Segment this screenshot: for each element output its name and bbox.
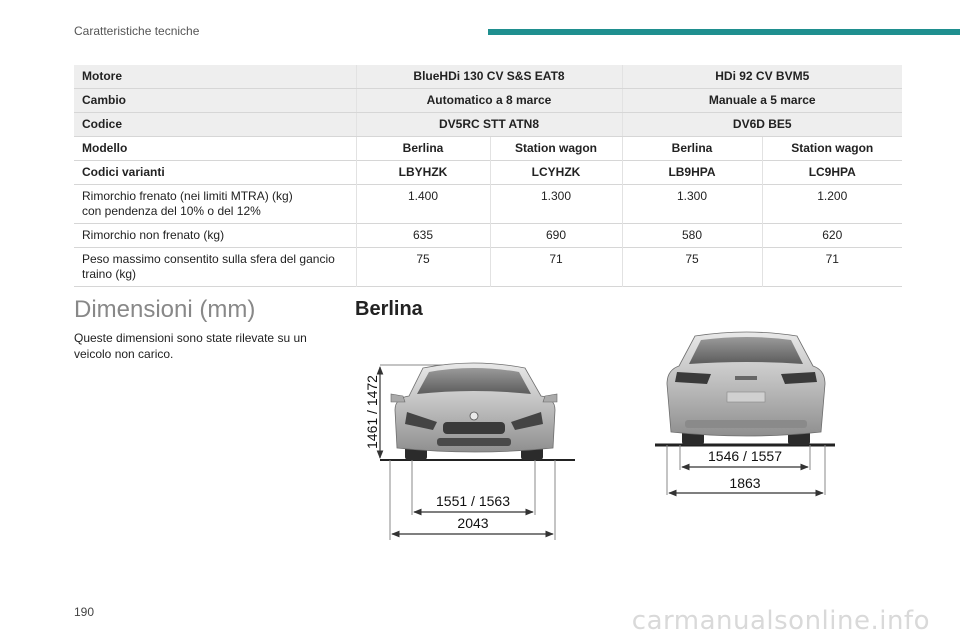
table-cell: Berlina [622, 137, 762, 161]
rear-view-car [655, 332, 835, 495]
table-cell: DV5RC STT ATN8 [356, 113, 622, 137]
table-cell: DV6D BE5 [622, 113, 902, 137]
table-cell: LBYHZK [356, 161, 490, 185]
dimensions-title: Dimensioni (mm) [74, 296, 256, 323]
rear-width-label: 1863 [729, 475, 761, 491]
watermark: carmanualsonline.info [631, 606, 930, 636]
table-cell: 635 [356, 224, 490, 248]
front-track-label: 1551 / 1563 [436, 493, 510, 509]
table-cell: 71 [762, 248, 902, 287]
table-cell: Berlina [356, 137, 490, 161]
table-row [74, 185, 902, 224]
section-color-bar [488, 29, 960, 35]
row-label: Peso massimo consentito sulla sfera del gancio traino (kg) [82, 252, 335, 281]
table-cell: 620 [762, 224, 902, 248]
row-label: Codici varianti [82, 165, 165, 179]
front-width-label: 2043 [457, 515, 489, 531]
table-row [74, 161, 902, 185]
table-cell: Manuale a 5 marce [622, 89, 902, 113]
table-cell: LCYHZK [490, 161, 622, 185]
table-cell: 1.300 [622, 185, 762, 224]
row-label: Rimorchio frenato (nei limiti MTRA) (kg) con pendenza del 10% o del 12% [82, 189, 293, 218]
berlina-subtitle: Berlina [355, 298, 423, 320]
table-cell: 1.400 [356, 185, 490, 224]
peugeot-lion-logo-icon [470, 412, 478, 420]
table-cell: Station wagon [762, 137, 902, 161]
table-cell: HDi 92 CV BVM5 [622, 65, 902, 89]
table-row [74, 224, 902, 248]
table-row [74, 89, 902, 113]
section-title: Caratteristiche tecniche [74, 24, 200, 38]
front-view-car [380, 363, 575, 540]
front-height-label: 1461 / 1472 [364, 375, 380, 449]
table-row [74, 248, 902, 287]
table-cell: Automatico a 8 marce [356, 89, 622, 113]
table-cell: 1.200 [762, 185, 902, 224]
table-row [74, 137, 902, 161]
table-cell: 690 [490, 224, 622, 248]
row-label: Rimorchio non frenato (kg) [82, 228, 225, 242]
row-label: Modello [82, 141, 128, 155]
dimensions-description: Queste dimensioni sono state rilevate su un veicolo non carico. [74, 331, 307, 361]
table-row [74, 65, 902, 89]
table-cell: 75 [356, 248, 490, 287]
table-cell: LC9HPA [762, 161, 902, 185]
table-cell: Station wagon [490, 137, 622, 161]
page-number: 190 [74, 605, 95, 619]
rear-track-label: 1546 / 1557 [708, 448, 782, 464]
car-dimensions-figure [345, 330, 945, 545]
row-label: Motore [74, 65, 356, 89]
table-row [74, 113, 902, 137]
table-cell: 1.300 [490, 185, 622, 224]
table-cell: BlueHDi 130 CV S&S EAT8 [356, 65, 622, 89]
table-cell: 71 [490, 248, 622, 287]
row-label: Codice [74, 113, 356, 137]
table-cell: 580 [622, 224, 762, 248]
row-label: Cambio [74, 89, 356, 113]
specs-table [74, 65, 902, 287]
table-cell: LB9HPA [622, 161, 762, 185]
table-cell: 75 [622, 248, 762, 287]
